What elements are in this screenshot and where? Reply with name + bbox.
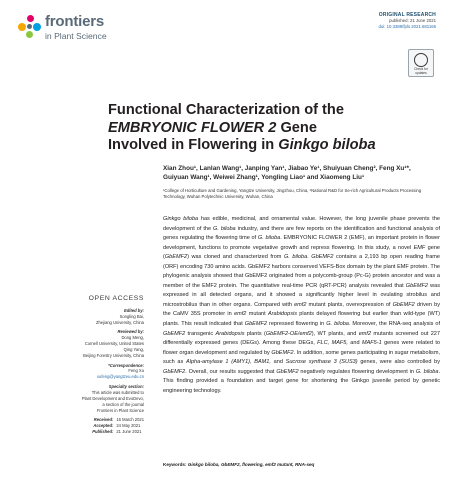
abstract-text: plants ( — [244, 330, 266, 337]
reviewer-2-affiliation: Beijing Forestry University, China — [83, 352, 144, 358]
check-updates-icon — [414, 53, 428, 67]
abstract-italic: GbEMF2 — [244, 321, 267, 328]
article-dates — [14, 417, 144, 435]
title-line-2-rest: Gene — [276, 119, 317, 136]
abstract-italic: Ginkgo biloba — [163, 216, 199, 222]
abstract-italic: GbEMF2 — [271, 349, 294, 356]
abstract-text: . EMBRYONIC FLOWER 2 (EMF), an important protein in flower development, functions to promote vegetative growth and repress flowering. In this study, a novel — [163, 235, 440, 251]
title-line-3-prefix: Involved in Flowering in — [108, 137, 279, 153]
frontiers-logo-icon — [18, 15, 42, 39]
abstract-text: industry, and there are few reports on the identification and functional analysis of genes regulating the flowering time of — [163, 225, 441, 242]
abstract-italic: GbEMF2 — [163, 330, 186, 337]
article-type: ORIGINAL RESEARCH — [378, 12, 436, 18]
doi-link[interactable]: doi: 10.3389/fpls.2021.681166 — [378, 24, 436, 29]
abstract-italic: Sucrose synthase 3 (SUS3) — [285, 359, 358, 366]
journal-logo[interactable] — [18, 12, 138, 46]
abstract-italic: emf2 — [358, 330, 372, 337]
abstract-text: . — [307, 254, 312, 261]
abstract-italic: GbEMF2 — [276, 368, 299, 375]
article-title — [108, 102, 438, 155]
title-line-3 — [108, 137, 438, 155]
abstract-text: and — [270, 359, 286, 366]
journal-name: frontiers — [45, 13, 105, 30]
abstract-italic: EMF — [413, 244, 426, 251]
abstract-italic: GbEMF2 — [164, 254, 188, 261]
published-date: 21 June 2021 — [116, 429, 142, 435]
abstract-italic: GbEMF2-OE/emf2 — [265, 330, 312, 337]
abstract-text: genes, were also controlled by — [357, 359, 440, 366]
correspondence-label: *Correspondence: — [108, 362, 144, 368]
abstract-text: . In addition, some genes participating in sugar metabolism, such as — [163, 349, 440, 366]
abstract-italic: GbEMF2 — [163, 368, 186, 375]
abstract-text: . Overall, our results suggested that — [185, 368, 277, 375]
abstract-text: . This finding provided a foundation and target gene for shortening the Ginkgo juvenile period by genetic engineering technology. — [163, 368, 440, 394]
keywords — [163, 462, 440, 468]
abstract-text: . Moreover, the RNA-seq analysis of — [348, 321, 440, 328]
published-label: Published: — [92, 429, 114, 435]
abstract-italic: GbEMF2 — [392, 301, 415, 308]
author-list — [163, 164, 441, 182]
title-line-2 — [108, 120, 438, 138]
authors-line-1[interactable]: Xian Zhou¹, Lanlan Wang¹, Janping Yan¹, Jiabao Ye¹, Shuiyuan Cheng², Feng Xu¹*, — [163, 165, 411, 172]
journal-subtitle: in Plant Science — [45, 31, 107, 41]
abstract — [163, 215, 440, 396]
abstract-text: ), WT plants, and — [311, 330, 359, 337]
received-label: Received: — [93, 417, 114, 423]
abstract-text: plants delayed flowering but earlier than wild-type (WT) plants. This result indicated that — [163, 311, 440, 328]
keywords-label: Keywords: — [163, 462, 188, 467]
abstract-italic: MAF5-1 — [361, 340, 382, 347]
abstract-text: ) was cloned and characterized from — [187, 254, 284, 261]
accepted-date: 24 May 2021 — [116, 423, 141, 429]
specialty-section-line: This article was submitted to — [91, 389, 144, 395]
abstract-text: negatively regulates flowering development in — [298, 368, 416, 375]
abstract-italic: G. biloba — [257, 235, 281, 242]
check-updates-label: Check for updates — [414, 67, 428, 75]
abstract-italic: GbEMF2 — [311, 254, 334, 261]
published-line: published: 21 June 2021 — [389, 18, 436, 23]
abstract-text: transgenic — [185, 330, 216, 337]
article-sidebar — [14, 296, 144, 435]
affiliations: ¹College of Horticulture and Gardening, Yangtze University, Jingzhou, China, ²National R&D for Se-rich Agricultural Products Processing Technology, Wuhan Polytechnic University, Wuhan, China — [163, 188, 422, 200]
abstract-italic: G. biloba — [415, 368, 439, 375]
received-date: 16 March 2021 — [116, 417, 144, 423]
abstract-text: driven by the CaMV 35S promoter in — [163, 301, 440, 318]
reviewer-1-affiliation: Cornell University, United States — [84, 341, 144, 347]
abstract-italic: emf2 — [294, 301, 307, 308]
abstract-italic: G. biloba — [283, 254, 308, 261]
abstract-text: mutant — [246, 311, 268, 318]
specialty-section-line: a section of the journal — [102, 401, 144, 407]
article-meta — [378, 12, 436, 30]
editor-name[interactable]: Songling Bai, — [119, 313, 144, 319]
abstract-text: gene ( — [163, 244, 440, 261]
title-line-1: Functional Characterization of the — [108, 102, 344, 118]
abstract-text: and — [347, 340, 362, 347]
title-species: Ginkgo biloba — [278, 137, 376, 153]
abstract-text: repressed flowering in — [266, 321, 327, 328]
open-access-badge: OPEN ACCESS — [88, 295, 144, 302]
edited-by-label: Edited by: — [123, 307, 144, 313]
authors-line-2[interactable]: Guiyuan Wang¹, Weiwei Zhang¹, Yongling Liao¹ and Xiaomeng Liu¹ — [163, 174, 365, 181]
abstract-italic: FLC, MAF5, — [317, 340, 348, 347]
editor-affiliation: Zhejiang University, China — [95, 319, 144, 325]
correspondence-name: Feng Xu — [128, 368, 144, 374]
abstract-text: has edible, medicinal, and ornamental value. However, the long juvenile phase prevents the development of the — [163, 216, 440, 232]
correspondence-email-link[interactable]: xufeng@yangtzeu.edu.cn — [96, 374, 144, 380]
abstract-text: genes were related to flower organ development and regulated by — [163, 340, 440, 356]
keywords-value: Ginkgo biloba, GbEMF2, flowering, emf2 mutant, RNA-seq — [187, 462, 315, 467]
abstract-italic: G. biloba — [326, 321, 349, 328]
specialty-section-label: Specialty section: — [108, 384, 144, 390]
accepted-label: Accepted: — [93, 423, 114, 429]
abstract-text: mutant plants, overexpression of — [306, 301, 393, 308]
reviewer-2-name[interactable]: Qing Yang, — [123, 346, 144, 352]
abstract-text: contains a 2,193 bp open reading frame (ORF) encoding 730 amino acids. GbEMF2 harbors conserved VEFS-Box domain by the plant EMF protein. The phylogenic analysis showed that GbEMF2 originated from a polycomb-group (Pc-G) protein ancestor and was a member of the EMF2 protein. The quantitative real-time PCR (qRT-PCR) analysis revealed that — [163, 254, 441, 289]
specialty-section-line: Plant Development and EvoDevo, — [81, 395, 144, 401]
abstract-italic: emf2 — [234, 311, 247, 318]
abstract-italic: Alpha-amylase 1 (AMY1), BAM1, — [186, 359, 271, 366]
specialty-section-line: Frontiers in Plant Science — [96, 407, 144, 413]
abstract-italic: G. biloba — [213, 225, 236, 232]
reviewed-by-label: Reviewed by: — [117, 329, 144, 335]
abstract-italic: Arabidopsis — [267, 311, 297, 318]
abstract-text: was expressed in all detected organs, and it showed a significantly higher level in ovulating strobilus and microstrobilus than in other organs. Compared with — [163, 282, 441, 308]
check-updates-button[interactable] — [408, 49, 434, 77]
abstract-text: mutants screened out 227 differentially expressed genes (DEGs). Among these DEGs, — [163, 330, 440, 347]
title-gene-name: EMBRYONIC FLOWER 2 — [108, 119, 277, 136]
abstract-italic: GbEMF2 — [405, 282, 428, 289]
abstract-italic: Arabidopsis — [215, 330, 245, 337]
reviewer-1-name[interactable]: Dong Meng, — [121, 335, 144, 341]
